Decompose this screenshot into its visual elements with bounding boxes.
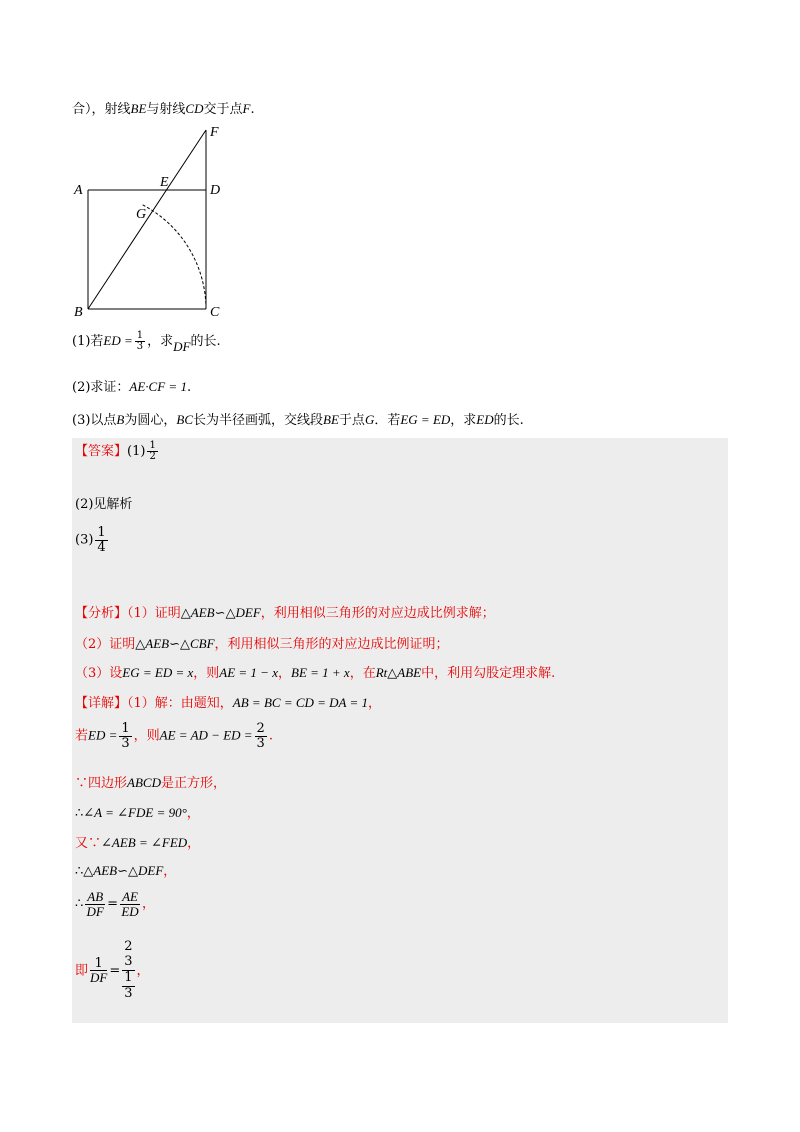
label-e: E: [160, 175, 169, 190]
detail-2: 若ED = $\frac{1}{3}$ ，则AE = AD − ED = $\frac{2}{3}$ .: [75, 721, 273, 751]
analysis-2: （2）证明△AEB∽△CBF，利用相似三角形的对应边成比例证明；: [75, 636, 449, 652]
detail-3: ∵四边形ABCD是正方形，: [75, 775, 226, 791]
question-3: (3)以点B为圆心，BC长为半径画弧，交线段BE于点G．若EG = ED，求ED的长.: [72, 412, 524, 428]
detail-7: ∴ $\frac{AB}{DF}$ = $\frac{AE}{ED}$ ，: [75, 889, 155, 919]
detail-1: 【详解】（1）解：由题知，AB = BC = CD = DA = 1，: [75, 695, 382, 711]
question-1: (1)若ED = $\frac{1}{3}$ ，求DF的长.: [72, 329, 221, 354]
label-b: B: [74, 305, 83, 320]
ray-bf: [88, 130, 206, 309]
geometry-figure: [70, 122, 240, 322]
ray-cd: CD: [185, 101, 204, 116]
detail-5: 又∵∠AEB = ∠FED，: [75, 835, 201, 851]
analysis-tag: 【分析】: [75, 606, 128, 621]
fraction-two-thirds: $\frac{2}{3}$: [256, 721, 265, 751]
label-g: G: [136, 207, 147, 222]
ratio-1-df: $\frac{1}{DF}$: [90, 955, 108, 986]
analysis-1: 【分析】（1）证明△AEB∽△DEF，利用相似三角形的对应边成比例求解；: [75, 605, 495, 621]
intro-text: 合），射线: [72, 102, 131, 117]
answer-tag: 【答案】: [75, 444, 128, 459]
answer-1-fraction: $\frac{1}{2}$: [149, 439, 156, 462]
label-c: C: [210, 305, 220, 320]
answer-1: 【答案】(1) $\frac{1}{2}$: [75, 439, 156, 462]
label-f: F: [210, 125, 219, 140]
complex-fraction: 2 3 1 3: [124, 939, 133, 1001]
analysis-3: （3）设EG = ED = x，则AE = 1 − x，BE = 1 + x，在Rt△ABE中，利用勾股定理求解.: [75, 665, 556, 681]
detail-6: ∴△AEB∽△DEF，: [75, 863, 177, 879]
fraction-one-third: $\frac{1}{3}$: [136, 329, 144, 352]
answer-3: (3) $\frac{1}{4}$: [75, 525, 106, 555]
arc-gc: [141, 204, 206, 309]
answer-2: (2)见解析: [75, 497, 133, 512]
detail-4: ∴∠A = ∠FDE = 90°，: [75, 805, 200, 821]
question-2: (2)求证：AE·CF = 1.: [72, 379, 192, 395]
ratio-ab-df: $\frac{AB}{DF}$: [86, 889, 104, 919]
detail-8: 即 $\frac{1}{DF}$ = 2 3 1 3 ，: [75, 939, 150, 1001]
fraction-one-third-b: $\frac{1}{3}$: [121, 721, 130, 751]
ratio-ae-ed: $\frac{AE}{ED}$: [121, 889, 139, 919]
intro-line: 合），射线BE与射线CD交于点F.: [72, 101, 255, 117]
ray-be: BE: [130, 101, 147, 116]
detail-tag: 【详解】: [75, 696, 128, 711]
answer-3-fraction: $\frac{1}{4}$: [97, 525, 106, 555]
label-a: A: [74, 183, 83, 198]
label-d: D: [210, 183, 221, 198]
point-f: F: [242, 101, 251, 116]
